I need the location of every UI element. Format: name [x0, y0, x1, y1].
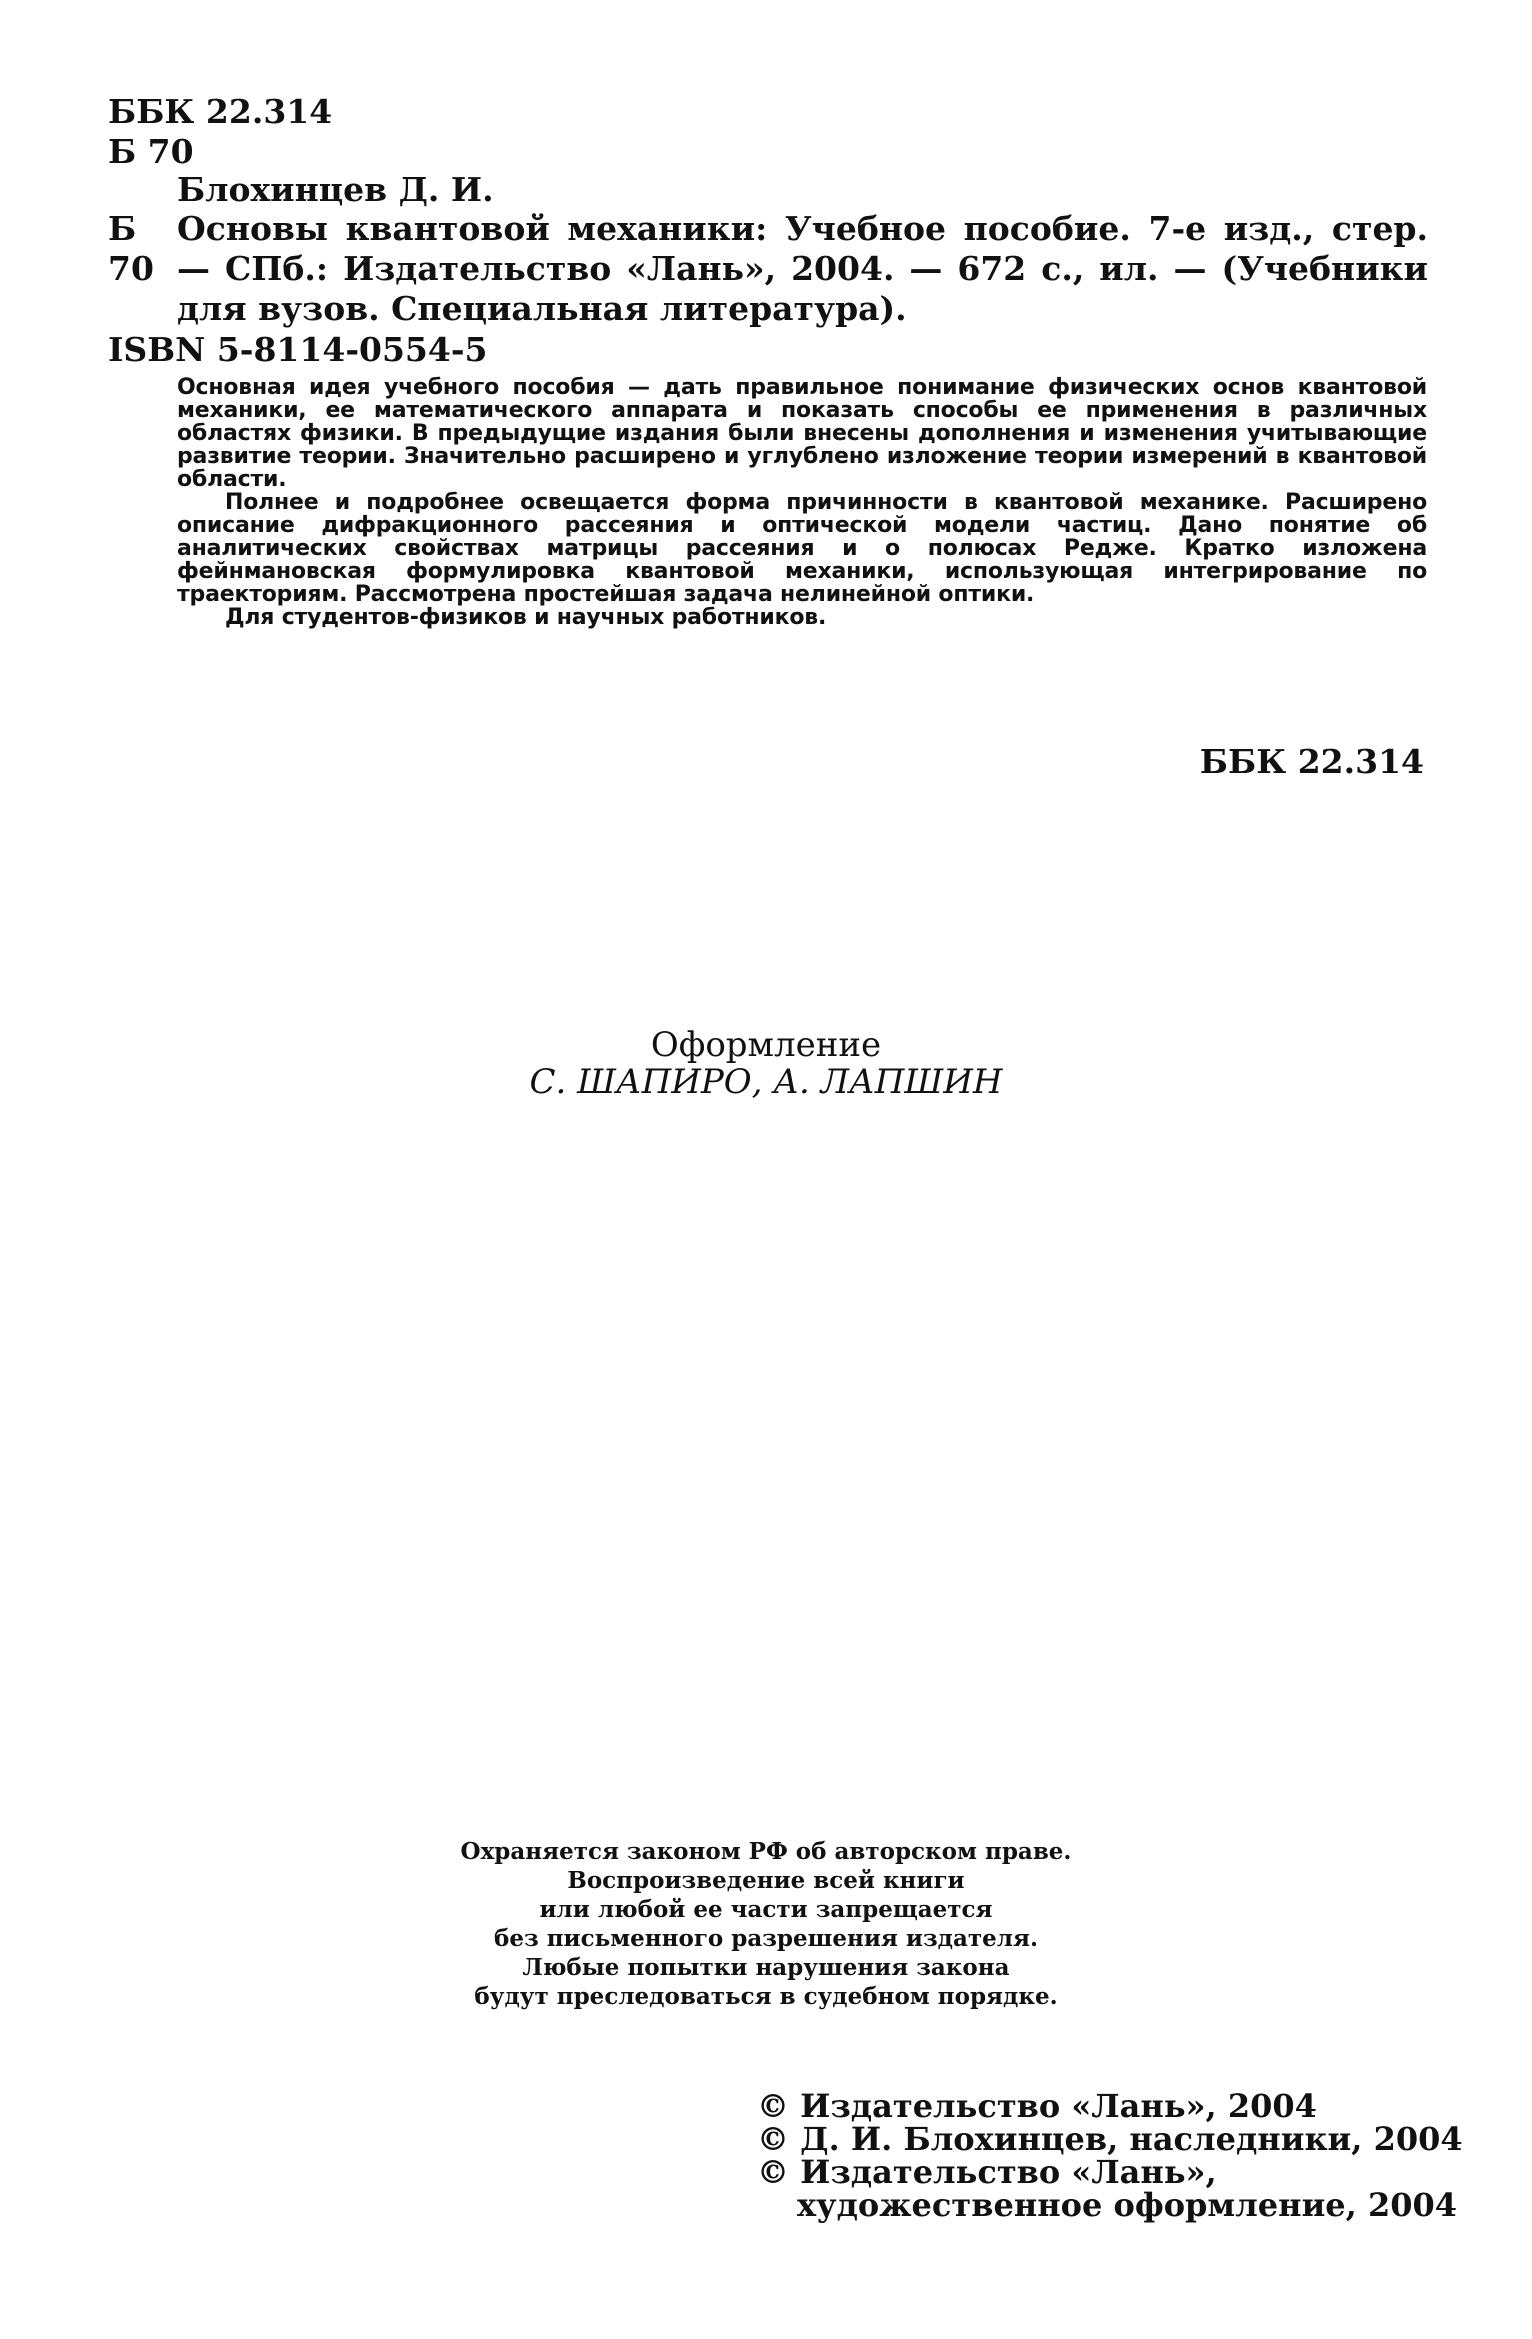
bbk-index-block [108, 92, 332, 172]
law-line: или любой ее части запрещается [539, 1896, 993, 1923]
design-credits [0, 1027, 1532, 1101]
author-name: Блохинцев Д. И. [177, 170, 494, 209]
law-line: Любые попытки нарушения закона [522, 1954, 1010, 1981]
copyright-line: © Издательство «Лань», 2004 [757, 2087, 1317, 2125]
copyright-line: художественное оформление, 2004 [797, 2186, 1457, 2224]
design-names: С. ШАПИРО, А. ЛАПШИН [529, 1062, 1003, 1102]
law-line: будут преследоваться в судебном порядке. [474, 1983, 1058, 2010]
annotation-paragraph: Полнее и подробнее освещается форма причинности в квантовой механике. Расширено описание дифракционного рассеяния и оптической модели частиц. Дано понятие об аналитических свойствах матрицы рассеяния и о полюсах Редже. Кратко изложена фейнмановская формулировка квантовой механики, использующая интегрирование по траекториям. Рассмотрена простейшая задача нелинейной оптики. [177, 490, 1427, 607]
copyright-holders [757, 2087, 1463, 2224]
bibliographic-entry [108, 209, 1428, 329]
design-label: Оформление [650, 1025, 882, 1065]
annotation-paragraph: Основная идея учебного пособия — дать правильное понимание физических основ квантовой механики, ее математического аппарата и показать способы ее применения в различных областях физики. В предыдущие издания были внесены дополнения и изменения учитывающие развитие теории. Значительно расширено и углублено изложение теории измерений в квантовой области. [177, 375, 1427, 492]
annotation [177, 376, 1427, 629]
law-line: Воспроизведение всей книги [567, 1867, 965, 1894]
author-mark: Б 70 [108, 132, 194, 171]
bbk-code: ББК 22.314 [108, 92, 333, 131]
annotation-audience: Для студентов-физиков и научных работников. [225, 605, 827, 630]
copyright-line: © Д. И. Блохинцев, наследники, 2004 [757, 2120, 1463, 2158]
isbn: ISBN 5-8114-0554-5 [108, 330, 488, 369]
bbk-code-right: ББК 22.314 [1199, 742, 1424, 781]
law-line: Охраняется законом РФ об авторском праве. [460, 1838, 1072, 1865]
copyright-law-notice [0, 1837, 1532, 2011]
entry-code: Б 70 [108, 209, 154, 288]
copyright-line: © Издательство «Лань», [757, 2153, 1217, 2191]
entry-description: Основы квантовой механики: Учебное пособие. 7-е изд., стер. — СПб.: Издательство «Лань», 2004. — 672 с., ил. — (Учебники для вузов. Специальная литература). [177, 209, 1428, 328]
law-line: без письменного разрешения издателя. [494, 1925, 1038, 1952]
